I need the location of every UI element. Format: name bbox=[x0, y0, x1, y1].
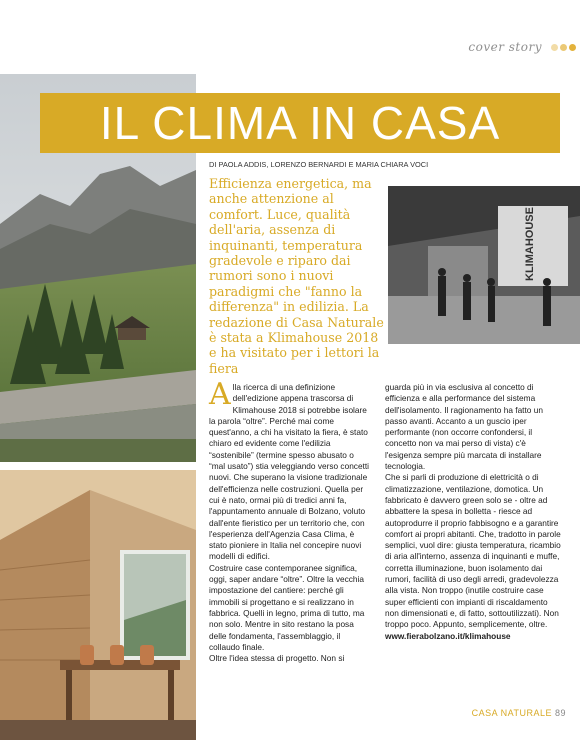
section-dots bbox=[551, 44, 576, 51]
body-paragraph: Alla ricerca di una definizione dell'edizione appena trascorsa di Klimahouse 2018 si potrebbe isolare la parola “oltre”. Perché mai come quest'anno, a chi ha visitato la fiera, è stato chiaro ed evidente come l'edilizia “sostenibile” (termine spesso abusato o “mal usato”) stia veleggiando verso concetti nuovi. Che superano la visione tradizionale dell'efficienza nelle costruzioni. Quella per cui è nato, ormai più di tredici anni fa, l'appuntamento annuale di Bolzano, voluto dall'ente fieristico per un territorio che, con l'esperienza dell'Agenzia Casa Clima, è stato pioniere in Italia nel concepire nuovi modelli di edifici. bbox=[209, 377, 370, 562]
lead-paragraph: Efficienza energetica, ma anche attenzione al comfort. Luce, qualità dell'aria, assenza di inquinanti, temperatura gradevole e riparo dai rumori sono i nuovi paradigmi che "fanno la differenza" in edilizia. La redazione di Casa Naturale è stata a Klimahouse 2018 e ha visitato per i lettori la fiera bbox=[209, 176, 384, 376]
drop-cap: A bbox=[209, 377, 231, 412]
dot-icon bbox=[551, 44, 558, 51]
body-column-1 bbox=[209, 377, 371, 664]
title-band bbox=[40, 93, 560, 153]
section-label: cover story bbox=[468, 40, 542, 54]
fair-url-link[interactable]: www.fierabolzano.it/klimahouse bbox=[385, 630, 511, 641]
body-column-2 bbox=[385, 382, 563, 642]
dot-icon bbox=[560, 44, 567, 51]
interior-photo bbox=[0, 470, 196, 740]
body-paragraph: Oltre l'idea stessa di progetto. Non si bbox=[209, 653, 345, 664]
fair-photo bbox=[388, 186, 580, 344]
body-paragraph: guarda più in via esclusiva al concetto di efficienza e alla performance del sistema dell'isolamento. Il ragionamento ha fatto un passo avanti. Accanto a un guscio iper performante (non occorre confondersi, il concetto non va mai perso di vista) c'è l'esigenza sempre più marcata di installare tecnologia. bbox=[385, 382, 543, 472]
fair-sign-text: KLIMAHOUSE bbox=[524, 207, 536, 281]
body-paragraph: Costruire case contemporanee significa, oggi, saper andare “oltre”. Oltre la vecchia impostazione del cantiere: perché gli immobili si progettano e si realizzano in fabbrica. Quelli in legno, prima di tutto, ma non solo. Mentre in sito restano la posa delle fondamenta, l'assemblaggio, il collaudo finale. bbox=[209, 562, 365, 652]
page-footer bbox=[472, 708, 566, 718]
interior-illustration bbox=[0, 470, 196, 740]
article-title: IL CLIMA IN CASA bbox=[99, 97, 501, 149]
fair-illustration bbox=[388, 186, 580, 344]
dot-icon bbox=[569, 44, 576, 51]
magazine-name: CASA NATURALE bbox=[471, 708, 552, 718]
byline: DI PAOLA ADDIS, LORENZO BERNARDI E MARIA CHIARA VOCI bbox=[209, 160, 429, 169]
body-paragraph: Che si parli di produzione di elettricità o di climatizzazione, ventilazione, domotica. Un fabbricato è davvero green solo se - oltre ad abbattere la spesa in bolletta - riesce ad autoprodurre il proprio fabbisogno e a garantire comfort ai propri abitanti. Che, tradotto in parole semplici, vuol dire: giusta temperatura, ricambio di aria all'interno, assenza di inquinanti e muffe, corretta illuminazione, buon isolamento dai rumori, facilità di uso degli arredi, gradevolezza alla vista. Non troppo (inutile costruire case super efficienti con impianti di riscaldamento non dimensionati e, di fatto, sottoutilizzati). Non troppo poco. Appunto, semplicemente, oltre. bbox=[385, 472, 561, 630]
page-number: 89 bbox=[554, 708, 566, 718]
